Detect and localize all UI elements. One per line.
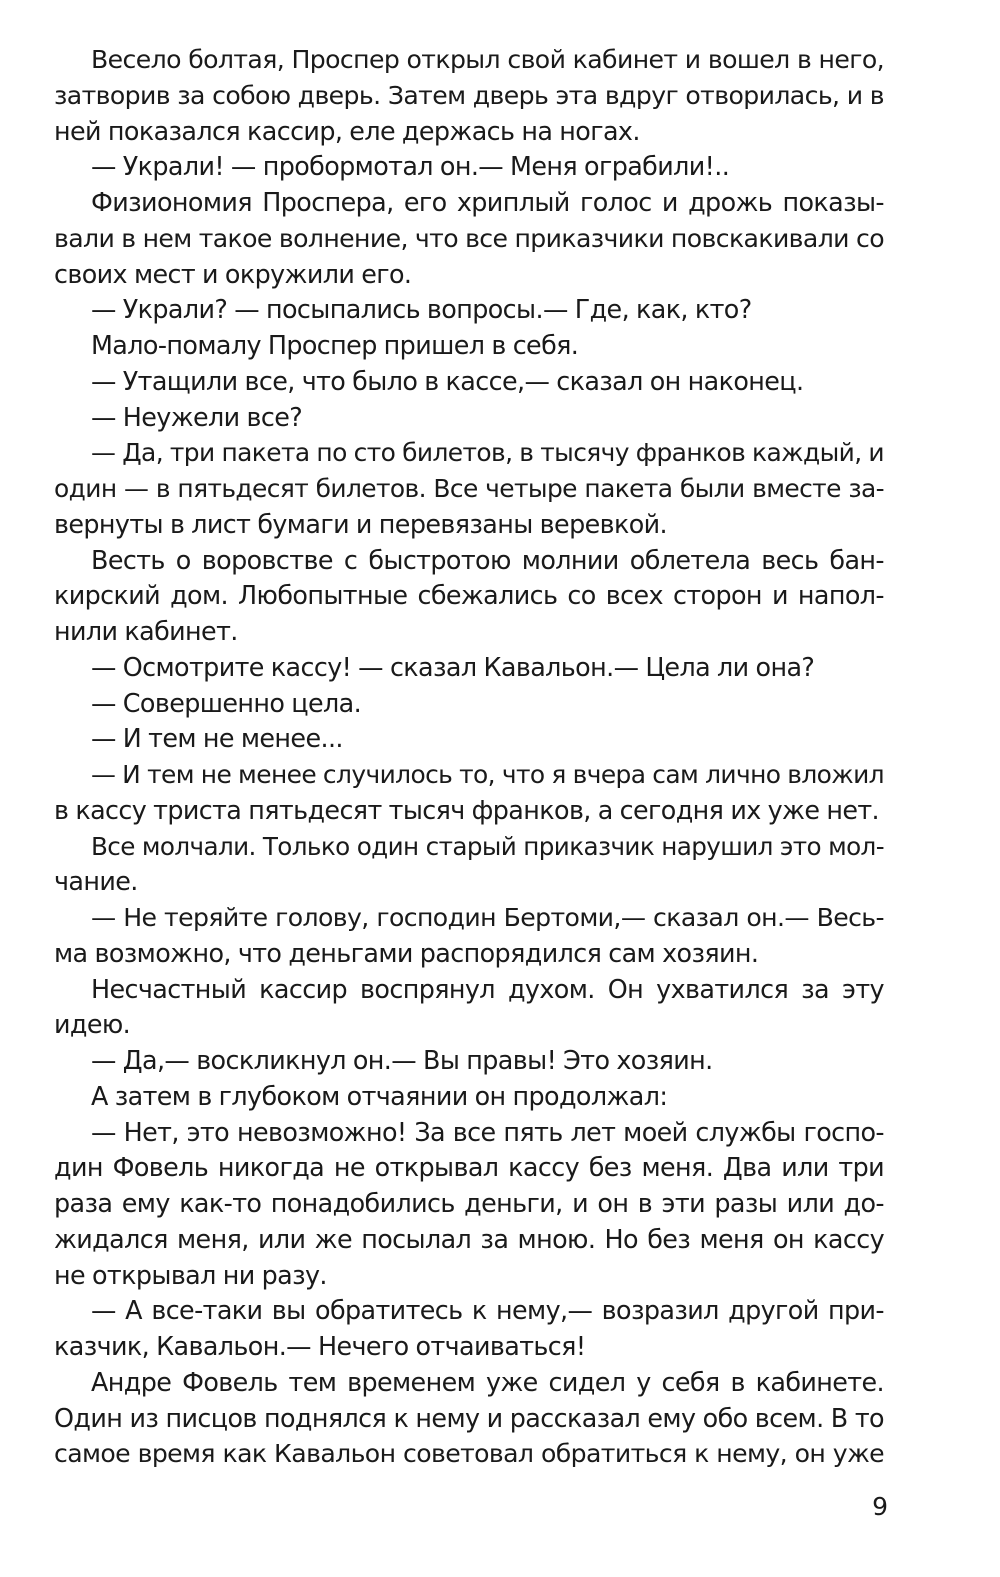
text-line: — Нет, это невозможно! За все пять лет моей службы госпо- xyxy=(91,1116,884,1147)
text-line: Весело болтая, Проспер открыл свой кабинет и вошел в него, xyxy=(91,45,884,74)
text-line: Все молчали. Только один старый приказчик нарушил это мол- xyxy=(91,831,884,861)
text-line: Весть о воровстве с быстротою молнии облетела весь бан- xyxy=(91,544,884,575)
text-line: идею. xyxy=(54,1009,131,1040)
text-line: Мало-помалу Проспер пришел в себя. xyxy=(91,330,579,360)
text-line: — Да,— воскликнул он.— Вы правы! Это хозяин. xyxy=(91,1045,713,1075)
text-line: — Утащили все, что было в кассе,— сказал он наконец. xyxy=(91,365,804,396)
text-line: своих мест и окружили его. xyxy=(54,258,412,289)
text-line: Один из писцов поднялся к нему и рассказал ему обо всем. В то xyxy=(54,1402,884,1433)
text-line: самое время как Кавальон советовал обратиться к нему, он уже xyxy=(54,1439,884,1469)
text-line: — Украли! — пробормотал он.— Меня ограбили!.. xyxy=(91,151,730,182)
text-line: Андре Фовель тем временем уже сидел у себя в кабинете. xyxy=(91,1366,884,1397)
text-line: затворив за собою дверь. Затем дверь эта вдруг отворилась, и в xyxy=(54,80,884,110)
text-line: казчик, Кавальон.— Нечего отчаиваться! xyxy=(54,1331,586,1361)
text-line: не открывал ни разу. xyxy=(54,1259,327,1290)
text-line: вернуты в лист бумаги и перевязаны веревкой. xyxy=(54,508,668,539)
text-line: Несчастный кассир воспрянул духом. Он ухватился за эту xyxy=(91,973,884,1004)
text-line: чание. xyxy=(54,866,138,897)
text-line: нили кабинет. xyxy=(54,616,238,646)
text-line: ма возможно, что деньгами распорядился сам хозяин. xyxy=(54,937,759,968)
text-line: один — в пятьдесят билетов. Все четыре пакета были вместе за- xyxy=(54,474,884,503)
text-line: ней показался кассир, еле держась на ногах. xyxy=(54,115,640,146)
text-line: — Осмотрите кассу! — сказал Кавальон.— Цела ли она? xyxy=(91,651,815,682)
text-line: — И тем не менее случилось то, что я вчера сам лично вложил xyxy=(91,760,884,789)
body-text xyxy=(54,42,884,1472)
text-line: — А все-таки вы обратитесь к нему,— возразил другой при- xyxy=(91,1295,884,1326)
text-line: вали в нем такое волнение, что все приказчики повскакивали со xyxy=(54,223,884,253)
text-line: А затем в глубоком отчаянии он продолжал: xyxy=(91,1080,668,1111)
text-line: в кассу триста пятьдесят тысяч франков, а сегодня их уже нет. xyxy=(54,794,880,825)
text-line: раза ему как-то понадобились деньги, и он в эти разы или до- xyxy=(54,1188,884,1218)
text-line: кирский дом. Любопытные сбежались со всех сторон и напол- xyxy=(54,580,884,611)
text-line: — Неужели все? xyxy=(91,401,303,432)
text-line: — Да, три пакета по сто билетов, в тысячу франков каждый, и xyxy=(91,438,884,468)
text-line: — Украли? — посыпались вопросы.— Где, как, кто? xyxy=(91,294,752,325)
text-line: — Совершенно цела. xyxy=(91,687,362,718)
text-line: — И тем не менее... xyxy=(91,723,343,754)
text-line: — Не теряйте голову, господин Бертоми,— сказал он.— Весь- xyxy=(91,903,884,932)
text-line: дин Фовель никогда не открывал кассу без меня. Два или три xyxy=(54,1152,884,1183)
text-line: жидался меня, или же посылал за мною. Но без меня он кассу xyxy=(54,1223,884,1254)
page-number: 9 xyxy=(872,1492,888,1521)
text-line: Физиономия Проспера, его хриплый голос и дрожь показы- xyxy=(91,187,884,217)
